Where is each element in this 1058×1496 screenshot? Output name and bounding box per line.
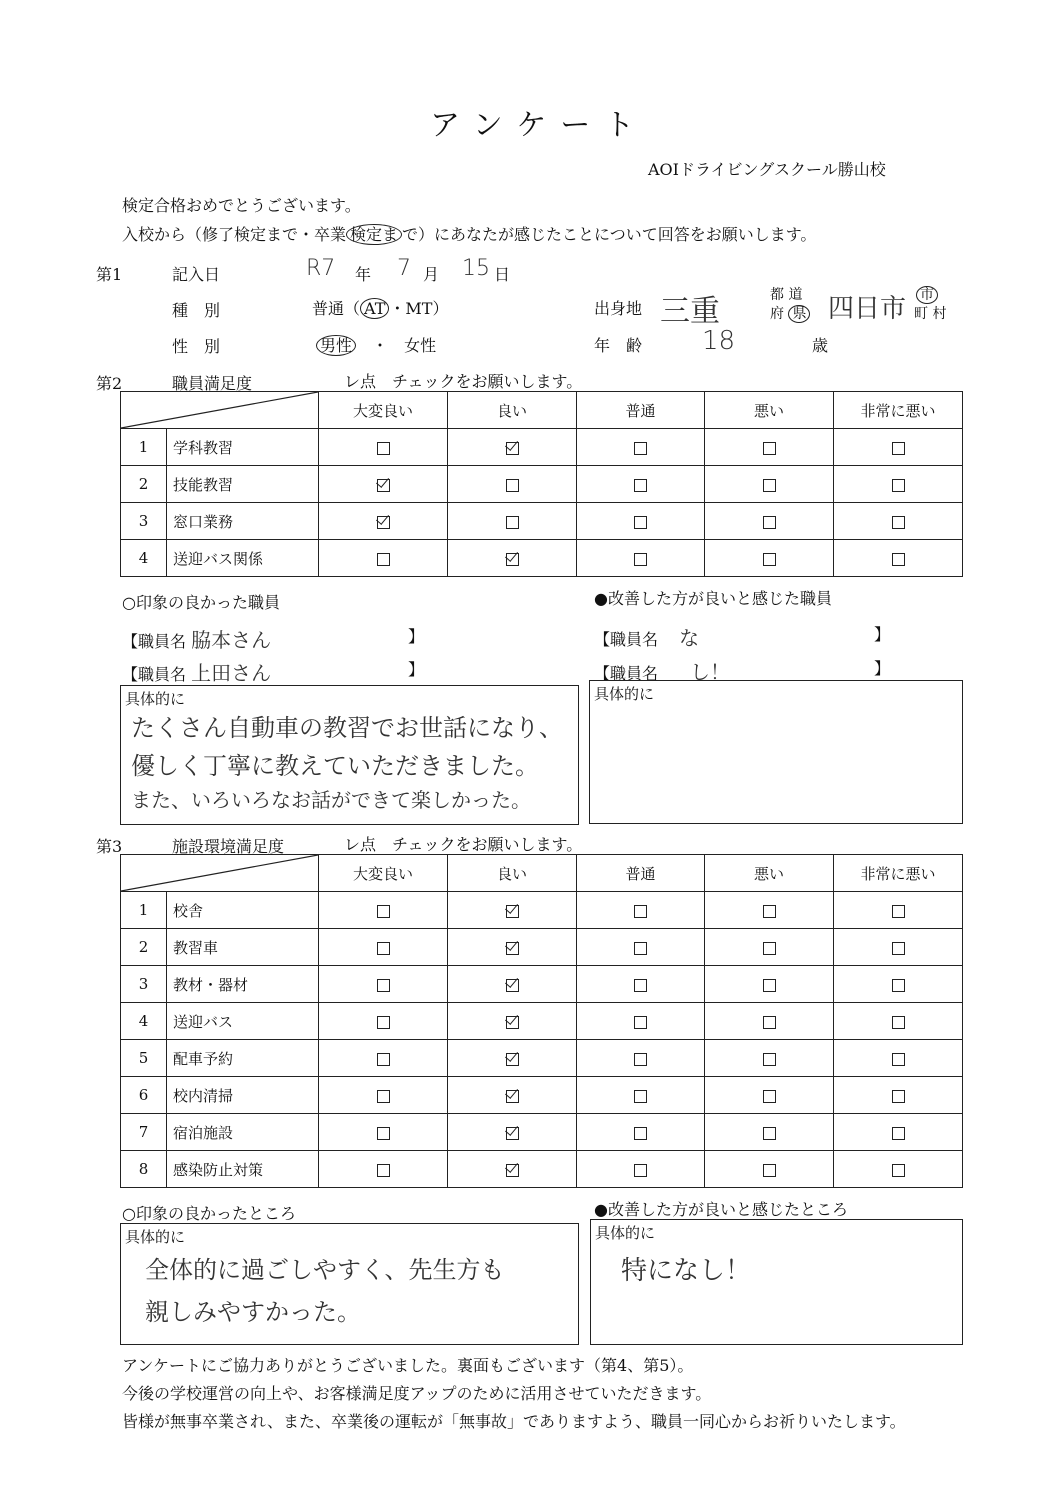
rating-cell [448, 1003, 577, 1040]
good-place-detail-line: 全体的に過ごしやすく、先生方も [145, 1256, 505, 1284]
table-row [121, 966, 963, 1003]
checkbox[interactable] [634, 479, 647, 492]
checkbox[interactable] [634, 1164, 647, 1177]
good-staff-2 [122, 657, 271, 686]
improve-place-detail-box [590, 1219, 963, 1345]
checkbox[interactable] [763, 516, 776, 529]
pref-top: 都 道 [770, 287, 803, 303]
rating-cell [705, 966, 834, 1003]
rating-cell [705, 892, 834, 929]
improve-staff-detail-box [589, 680, 963, 824]
type-suffix: ） [432, 299, 449, 318]
checkbox[interactable] [892, 553, 905, 566]
section3-title: 施設環境満足度 [172, 837, 285, 856]
good-place-detail-box [120, 1223, 579, 1345]
checked-checkbox[interactable] [506, 979, 519, 992]
section2-label: 第2 [96, 374, 123, 393]
checkbox[interactable] [763, 1016, 776, 1029]
table-row [121, 1151, 963, 1188]
row-number: 1 [121, 892, 167, 929]
checkbox[interactable] [377, 942, 390, 955]
checkbox[interactable] [377, 979, 390, 992]
checkbox[interactable] [763, 905, 776, 918]
checkbox[interactable] [892, 905, 905, 918]
rating-cell [319, 503, 448, 540]
staff-label: 【職員名 [122, 632, 187, 651]
row-item: 感染防止対策 [167, 1151, 319, 1188]
age-unit: 歳 [812, 336, 829, 355]
row-item: 教習車 [167, 929, 319, 966]
checkbox[interactable] [506, 479, 519, 492]
origin-prefecture: 三重 [660, 294, 720, 329]
footer-line: アンケートにご協力ありがとうございました。裏面もございます（第4、第5）。 [122, 1356, 694, 1375]
row-number: 7 [121, 1114, 167, 1151]
rating-cell [834, 503, 963, 540]
gender-female: 女性 [404, 336, 437, 355]
table-row [121, 1003, 963, 1040]
rating-cell [319, 892, 448, 929]
rating-cell [448, 466, 577, 503]
facility-satisfaction-table [120, 854, 963, 1188]
table-row [121, 929, 963, 966]
checkbox[interactable] [892, 442, 905, 455]
rating-cell [577, 466, 705, 503]
checkbox[interactable] [634, 1127, 647, 1140]
rating-cell [577, 1077, 705, 1114]
checked-checkbox[interactable] [506, 1127, 519, 1140]
rating-cell [577, 1040, 705, 1077]
rating-cell [448, 1151, 577, 1188]
rating-cell [834, 966, 963, 1003]
age-label: 年 齢 [594, 336, 643, 355]
type-label: 種 別 [172, 301, 221, 320]
instruction-circled: 検定ま [346, 224, 402, 245]
rating-cell [319, 1003, 448, 1040]
detail-label: 具体的に [595, 1224, 656, 1242]
improve-staff-name: な [679, 626, 700, 650]
column-header: 非常に悪い [834, 392, 963, 429]
checked-checkbox[interactable] [506, 942, 519, 955]
rating-cell [705, 429, 834, 466]
row-item: 送迎バス関係 [167, 540, 319, 577]
checkbox[interactable] [634, 1053, 647, 1066]
row-number: 1 [121, 429, 167, 466]
checkbox[interactable] [892, 942, 905, 955]
instruction-before: 入校から（修了検定まで・卒業 [122, 225, 347, 244]
row-item: 送迎バス [167, 1003, 319, 1040]
rating-cell [705, 1003, 834, 1040]
row-number: 3 [121, 966, 167, 1003]
column-header: 普通 [577, 855, 705, 892]
good-place-detail-line: 親しみやすかった。 [145, 1298, 361, 1326]
rating-cell [834, 540, 963, 577]
checkbox[interactable] [892, 1053, 905, 1066]
rating-cell [705, 929, 834, 966]
detail-label: 具体的に [125, 1228, 186, 1246]
date-label: 記入日 [172, 265, 221, 284]
rating-cell [834, 1151, 963, 1188]
rating-cell [705, 466, 834, 503]
staff-label: 【職員名 [122, 665, 187, 684]
checkbox[interactable] [892, 1090, 905, 1103]
table-row [121, 466, 963, 503]
rating-cell [834, 929, 963, 966]
good-staff-1 [122, 624, 271, 653]
good-place-title: ○印象の良かったところ [122, 1204, 296, 1223]
staff-label: 【職員名 [594, 630, 659, 649]
rating-cell [448, 892, 577, 929]
staff-close: 】 [408, 660, 425, 679]
city-rest: 町 村 [914, 306, 947, 322]
detail-label: 具体的に [594, 685, 655, 703]
checkbox[interactable] [763, 1164, 776, 1177]
checked-checkbox[interactable] [506, 1164, 519, 1177]
rating-cell [448, 966, 577, 1003]
checked-checkbox[interactable] [506, 1090, 519, 1103]
row-number: 5 [121, 1040, 167, 1077]
license-type [312, 296, 448, 319]
pref-bottom [770, 303, 810, 323]
rating-cell [705, 1151, 834, 1188]
rating-cell [834, 466, 963, 503]
checkbox[interactable] [763, 1053, 776, 1066]
rating-cell [448, 503, 577, 540]
checked-checkbox[interactable] [506, 553, 519, 566]
checkbox[interactable] [634, 1090, 647, 1103]
footer-line: 今後の学校運営の向上や、お客様満足度アップのために活用させていただきます。 [122, 1384, 712, 1403]
school-name: AOIドライビングスクール勝山校 [648, 160, 886, 179]
row-number: 2 [121, 466, 167, 503]
origin-label: 出身地 [594, 299, 643, 318]
table-header-row [121, 392, 963, 429]
row-number: 6 [121, 1077, 167, 1114]
date-day: 15 [462, 256, 490, 281]
rating-cell [319, 966, 448, 1003]
rating-cell [448, 540, 577, 577]
checkbox[interactable] [634, 905, 647, 918]
gender-male-circled: 男性 [316, 335, 356, 356]
row-item: 窓口業務 [167, 503, 319, 540]
rating-cell [705, 503, 834, 540]
table-row [121, 540, 963, 577]
column-header: 良い [448, 392, 577, 429]
rating-cell [577, 966, 705, 1003]
checkbox[interactable] [377, 1090, 390, 1103]
staff-label: 【職員名 [594, 664, 659, 683]
row-number: 2 [121, 929, 167, 966]
table-header-row [121, 855, 963, 892]
type-at-circled: AT [360, 298, 389, 319]
checkbox[interactable] [763, 979, 776, 992]
rating-cell [577, 1003, 705, 1040]
footer-line: 皆様が無事卒業され、また、卒業後の運転が「無事故」でありますよう、職員一同心からお祈りいたします。 [122, 1412, 906, 1431]
checkbox[interactable] [634, 942, 647, 955]
checkbox[interactable] [377, 1164, 390, 1177]
rating-cell [834, 1003, 963, 1040]
checkbox[interactable] [634, 1016, 647, 1029]
rating-cell [834, 1077, 963, 1114]
day-unit: 日 [494, 265, 511, 284]
row-item: 宿泊施設 [167, 1114, 319, 1151]
table-row [121, 429, 963, 466]
city-shi: 市 [916, 286, 938, 304]
detail-label: 具体的に [125, 690, 186, 708]
checkbox[interactable] [634, 553, 647, 566]
type-sep: ・ [389, 299, 406, 318]
date-month: 7 [397, 256, 411, 281]
checkbox[interactable] [892, 1127, 905, 1140]
good-staff-title: ○印象の良かった職員 [122, 593, 280, 612]
column-header: 大変良い [319, 855, 448, 892]
rating-cell [319, 1077, 448, 1114]
good-staff-detail-line: 優しく丁寧に教えていただきました。 [131, 752, 539, 780]
rating-cell [319, 429, 448, 466]
checkbox[interactable] [892, 479, 905, 492]
type-mt: MT [405, 299, 433, 318]
rating-cell [705, 1077, 834, 1114]
pref-fu: 府 [770, 306, 784, 322]
checked-checkbox[interactable] [377, 479, 390, 492]
rating-cell [448, 929, 577, 966]
checkbox[interactable] [377, 1016, 390, 1029]
rating-cell [834, 429, 963, 466]
rating-cell [577, 929, 705, 966]
column-header: 悪い [705, 855, 834, 892]
checkbox[interactable] [763, 442, 776, 455]
good-staff-detail-line: たくさん自動車の教習でお世話になり、 [131, 714, 563, 742]
table-row [121, 1114, 963, 1151]
column-header: 良い [448, 855, 577, 892]
rating-cell [577, 1151, 705, 1188]
checkbox[interactable] [377, 1053, 390, 1066]
improve-staff-name: し！ [690, 660, 731, 684]
row-number: 4 [121, 1003, 167, 1040]
checkbox[interactable] [377, 905, 390, 918]
good-staff-name: 上田さん [191, 661, 272, 685]
checkbox[interactable] [892, 1164, 905, 1177]
page-title: アンケート [430, 108, 649, 143]
rating-cell [577, 503, 705, 540]
month-unit: 月 [423, 265, 440, 284]
table-row [121, 1077, 963, 1114]
checkbox[interactable] [634, 516, 647, 529]
header-diagonal-cell [121, 855, 319, 892]
instruction-after: で）にあなたが感じたことについて回答をお願いします。 [402, 225, 817, 244]
checkbox[interactable] [892, 1016, 905, 1029]
section2-title: 職員満足度 [172, 374, 253, 393]
rating-cell [448, 1040, 577, 1077]
rating-cell [705, 540, 834, 577]
row-item: 技能教習 [167, 466, 319, 503]
section1-label: 第1 [96, 265, 123, 284]
good-staff-detail-box [120, 685, 579, 825]
row-item: 配車予約 [167, 1040, 319, 1077]
rating-cell [577, 1114, 705, 1151]
rating-cell [834, 1040, 963, 1077]
rating-cell [834, 1114, 963, 1151]
good-staff-detail-line: また、いろいろなお話ができて楽しかった。 [131, 788, 531, 812]
column-header: 大変良い [319, 392, 448, 429]
column-header: 悪い [705, 392, 834, 429]
checkbox[interactable] [377, 442, 390, 455]
checkbox[interactable] [763, 942, 776, 955]
gender-sep: ・ [372, 336, 389, 355]
rating-cell [319, 1040, 448, 1077]
checkbox[interactable] [763, 479, 776, 492]
staff-close: 】 [874, 625, 891, 644]
improve-staff-1 [594, 622, 699, 651]
checkbox[interactable] [763, 1090, 776, 1103]
section2-note: レ点 チェックをお願いします。 [344, 372, 583, 391]
staff-close: 】 [874, 659, 891, 678]
checked-checkbox[interactable] [506, 442, 519, 455]
checkbox[interactable] [634, 979, 647, 992]
header-diagonal-cell [121, 392, 319, 429]
table-row [121, 1040, 963, 1077]
rating-cell [319, 466, 448, 503]
origin-city: 四日市 [828, 294, 907, 324]
checkbox[interactable] [634, 442, 647, 455]
rating-cell [319, 929, 448, 966]
checkbox[interactable] [377, 553, 390, 566]
year-unit: 年 [355, 265, 372, 284]
row-number: 8 [121, 1151, 167, 1188]
rating-cell [705, 1040, 834, 1077]
section3-label: 第3 [96, 837, 123, 856]
checked-checkbox[interactable] [506, 1016, 519, 1029]
greeting-text: 検定合格おめでとうございます。 [122, 196, 361, 215]
row-number: 3 [121, 503, 167, 540]
checked-checkbox[interactable] [506, 905, 519, 918]
checked-checkbox[interactable] [377, 516, 390, 529]
city-circled [916, 284, 938, 304]
column-header: 普通 [577, 392, 705, 429]
rating-cell [448, 1077, 577, 1114]
row-item: 教材・器材 [167, 966, 319, 1003]
improve-place-title: ●改善した方が良いと感じたところ [594, 1200, 848, 1219]
row-number: 4 [121, 540, 167, 577]
good-staff-name: 脇本さん [191, 628, 272, 652]
date-era: R7 [306, 256, 336, 281]
rating-cell [577, 429, 705, 466]
instruction-text [122, 222, 816, 245]
table-row [121, 503, 963, 540]
checkbox[interactable] [892, 979, 905, 992]
gender-options [316, 333, 436, 356]
checkbox[interactable] [892, 516, 905, 529]
rating-cell [577, 540, 705, 577]
rating-cell [448, 1114, 577, 1151]
checkbox[interactable] [763, 1127, 776, 1140]
improve-place-detail: 特になし！ [621, 1256, 752, 1286]
rating-cell [834, 892, 963, 929]
row-item: 学科教習 [167, 429, 319, 466]
rating-cell [577, 892, 705, 929]
column-header: 非常に悪い [834, 855, 963, 892]
age-value: 18 [702, 326, 736, 356]
row-item: 校舎 [167, 892, 319, 929]
staff-satisfaction-table [120, 391, 963, 577]
row-item: 校内清掃 [167, 1077, 319, 1114]
rating-cell [319, 1114, 448, 1151]
type-prefix: 普通（ [312, 299, 361, 318]
pref-ken-circled: 県 [788, 305, 810, 323]
improve-staff-title: ●改善した方が良いと感じた職員 [594, 589, 832, 608]
checkbox[interactable] [377, 1127, 390, 1140]
checkbox[interactable] [506, 516, 519, 529]
gender-label: 性 別 [172, 337, 221, 356]
rating-cell [448, 429, 577, 466]
rating-cell [319, 1151, 448, 1188]
rating-cell [319, 540, 448, 577]
checked-checkbox[interactable] [506, 1053, 519, 1066]
table-row [121, 892, 963, 929]
rating-cell [705, 1114, 834, 1151]
staff-close: 】 [408, 627, 425, 646]
checkbox[interactable] [763, 553, 776, 566]
section3-note: レ点 チェックをお願いします。 [344, 835, 583, 854]
